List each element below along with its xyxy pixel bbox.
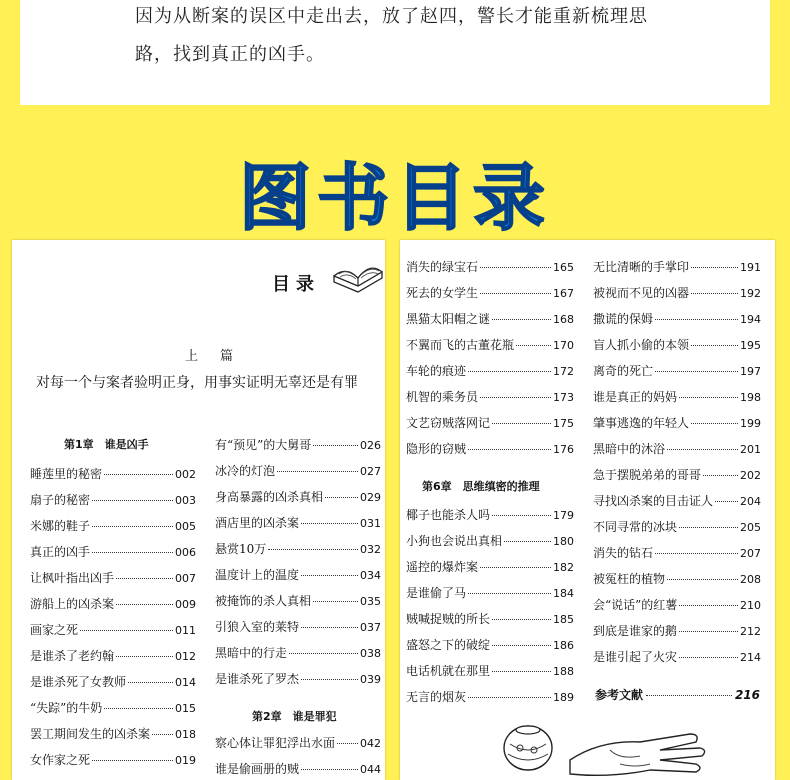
leader-dots (289, 653, 358, 654)
leader-dots (480, 267, 551, 268)
toc-entry-title: 睡莲里的秘密 (30, 467, 103, 481)
toc-entry (215, 514, 381, 532)
leader-dots (492, 671, 551, 672)
toc-entry (593, 336, 761, 354)
toc-entry-title: 被掩饰的杀人真相 (215, 594, 312, 608)
leader-dots (691, 423, 738, 424)
toc-entry-title: 到底是谁家的鹅 (593, 624, 678, 638)
leader-dots (92, 500, 173, 501)
toc-entry-page: 179 (553, 509, 574, 522)
toc-entry-page: 042 (360, 737, 381, 750)
toc-entry-title: 被视而不见的凶器 (593, 286, 690, 300)
toc-entry (406, 284, 574, 302)
toc-entry-title: 机智的乘务员 (406, 390, 479, 404)
leader-dots (468, 371, 551, 372)
toc-entry-page: 018 (175, 728, 196, 741)
toc-entry-title: 急于摆脱弟弟的哥哥 (593, 468, 702, 482)
toc-entry-page: 165 (553, 261, 574, 274)
toc-entry (593, 544, 761, 562)
toc-entry-title: 文艺窃贼落网记 (406, 416, 491, 430)
toc-entry (593, 518, 761, 536)
leader-dots (92, 760, 173, 761)
toc-entry-title: 电话机就在那里 (406, 664, 491, 678)
toc-entry-page: 012 (175, 650, 196, 663)
part-title: 上篇 (185, 349, 256, 364)
leader-dots (679, 397, 738, 398)
toc-entry-page: 210 (740, 599, 761, 612)
toc-entry (406, 414, 574, 432)
intro-card (20, 0, 770, 105)
toc-entry (215, 618, 381, 636)
toc-entry-page: 197 (740, 365, 761, 378)
toc-entry-page: 176 (553, 443, 574, 456)
toc-entry (30, 673, 196, 691)
toc-entry-title: 真正的凶手 (30, 545, 91, 559)
toc-entry-title: 画家之死 (30, 623, 79, 637)
leader-dots (116, 656, 173, 657)
toc-entry-title: 无比清晰的手掌印 (593, 260, 690, 274)
references-entry (595, 686, 760, 703)
toc-entry (406, 506, 574, 524)
toc-entry-page: 009 (175, 598, 196, 611)
toc-entry-page: 027 (360, 465, 381, 478)
toc-entry (406, 336, 574, 354)
toc-entry (593, 648, 761, 666)
toc-entry-page: 034 (360, 569, 381, 582)
leader-dots (703, 475, 738, 476)
toc-entry (593, 596, 761, 614)
leader-dots (468, 593, 551, 594)
toc-entry-title: 盛怒之下的破绽 (406, 638, 491, 652)
toc-entry-title: 消失的钻石 (593, 546, 654, 560)
toc-entry (30, 647, 196, 665)
toc-entry-page: 029 (360, 491, 381, 504)
intro-line-1: 因为从断案的误区中走出去，放了赵四，警长才能重新梳理思 (135, 6, 648, 27)
toc-entry-page: 039 (360, 673, 381, 686)
leader-dots (492, 423, 551, 424)
leader-dots (655, 371, 738, 372)
toc-entry (593, 258, 761, 276)
toc-entry-title: 是谁偷了马 (406, 586, 467, 600)
leader-dots (667, 579, 738, 580)
toc-entry-title: 黑猫太阳帽之谜 (406, 312, 491, 326)
leader-dots (492, 645, 551, 646)
toc-entry-title: 小狗也会说出真相 (406, 534, 503, 548)
leader-dots (480, 293, 551, 294)
toc-entry-title: 肇事逃逸的年轻人 (593, 416, 690, 430)
leader-dots (301, 575, 358, 576)
toc-entry-page: 038 (360, 647, 381, 660)
toc-entry-title: 谁是偷画册的贼 (215, 762, 300, 776)
banner-title: 图书目录 (238, 156, 551, 240)
toc-entry-page: 019 (175, 754, 196, 767)
toc-entry-page: 003 (175, 494, 196, 507)
toc-entry-page: 011 (175, 624, 196, 637)
toc-entry-page: 032 (360, 543, 381, 556)
toc-entry-page: 014 (175, 676, 196, 689)
toc-entry-title: 察心体让罪犯浮出水面 (215, 736, 336, 750)
open-book-icon (330, 256, 385, 300)
leader-dots (655, 553, 738, 554)
leader-dots (679, 657, 738, 658)
toc-entry-title: 黑暗中的沐浴 (593, 442, 666, 456)
part-subtitle: 对每一个与案者验明正身，用事实证明无辜还是有罪 (36, 375, 358, 391)
toc-entry-page: 205 (740, 521, 761, 534)
leader-dots (301, 523, 358, 524)
toc-entry (406, 362, 574, 380)
leader-dots (104, 474, 173, 475)
toc-entry-page: 184 (553, 587, 574, 600)
toc-entry-title: 贼喊捉贼的所长 (406, 612, 491, 626)
leader-dots (691, 345, 738, 346)
toc-entry-title: 罢工期间发生的凶杀案 (30, 727, 151, 741)
toc-entry (215, 540, 381, 558)
toc-entry-page: 186 (553, 639, 574, 652)
toc-entry (406, 558, 574, 576)
toc-entry-page: 195 (740, 339, 761, 352)
toc-entry-page: 002 (175, 468, 196, 481)
leader-dots (492, 515, 551, 516)
toc-entry-title: 身高暴露的凶杀真相 (215, 490, 324, 504)
toc-entry (215, 760, 381, 778)
leader-dots (80, 630, 173, 631)
toc-entry-title: 引狼入室的莱特 (215, 620, 300, 634)
toc-entry-title: 撒谎的保姆 (593, 312, 654, 326)
toc-entry-page: 191 (740, 261, 761, 274)
leader-dots (301, 679, 358, 680)
toc-entry-title: 不翼而飞的古董花瓶 (406, 338, 515, 352)
leader-dots (277, 471, 358, 472)
toc-entry-title: 死去的女学生 (406, 286, 479, 300)
leader-dots (679, 527, 738, 528)
leader-dots (691, 293, 738, 294)
toc-entry-title: 椰子也能杀人吗 (406, 508, 491, 522)
leader-dots (679, 605, 738, 606)
toc-entry-title: 米娜的鞋子 (30, 519, 91, 533)
leader-dots (104, 708, 173, 709)
toc-entry-page: 212 (740, 625, 761, 638)
toc-entry (406, 662, 574, 680)
toc-entry-page: 035 (360, 595, 381, 608)
leader-dots (92, 552, 173, 553)
leader-dots (152, 734, 173, 735)
toc-entry-title: 是谁杀死了女教师 (30, 675, 127, 689)
toc-entry-page: 007 (175, 572, 196, 585)
leader-dots (468, 697, 551, 698)
toc-entry-page: 214 (740, 651, 761, 664)
toc-entry (406, 532, 574, 550)
toc-entry (30, 595, 196, 613)
toc-entry-page: 204 (740, 495, 761, 508)
toc-entry-title: 酒店里的凶杀案 (215, 516, 300, 530)
toc-heading: 目录 (272, 274, 320, 295)
toc-entry-page: 188 (553, 665, 574, 678)
leader-dots (691, 267, 738, 268)
toc-entry (406, 440, 574, 458)
toc-entry-page: 044 (360, 763, 381, 776)
toc-entry (406, 584, 574, 602)
toc-entry-title: 温度计上的温度 (215, 568, 300, 582)
toc-entry-page: 182 (553, 561, 574, 574)
leader-dots (301, 769, 358, 770)
toc-entry-page: 006 (175, 546, 196, 559)
toc-entry (215, 488, 381, 506)
toc-entry-title: 被冤枉的植物 (593, 572, 666, 586)
toc-entry-title: 是谁杀死了罗杰 (215, 672, 300, 686)
toc-entry (593, 284, 761, 302)
toc-entry (30, 465, 196, 483)
toc-entry-page: 168 (553, 313, 574, 326)
toc-entry-page: 185 (553, 613, 574, 626)
toc-entry-page: 005 (175, 520, 196, 533)
leader-dots (313, 601, 358, 602)
leader-dots (480, 567, 551, 568)
toc-entry-page: 031 (360, 517, 381, 530)
toc-entry (593, 388, 761, 406)
toc-entry-page: 173 (553, 391, 574, 404)
toc-entry (30, 491, 196, 509)
toc-entry-title: 让枫叶指出凶手 (30, 571, 115, 585)
toc-entry (406, 688, 574, 706)
toc-entry-title: 悬赏10万 (215, 542, 267, 556)
toc-entry-page: 170 (553, 339, 574, 352)
toc-entry (406, 258, 574, 276)
leader-dots (646, 695, 732, 696)
toc-entry-page: 199 (740, 417, 761, 430)
toc-entry-title: 游船上的凶杀案 (30, 597, 115, 611)
toc-entry (593, 440, 761, 458)
toc-entry (593, 492, 761, 510)
toc-entry-page: 207 (740, 547, 761, 560)
toc-entry (593, 362, 761, 380)
toc-entry-page: 015 (175, 702, 196, 715)
intro-line-2: 路，找到真正的凶手。 (135, 44, 325, 65)
toc-entry-title: “失踪”的牛奶 (30, 701, 103, 715)
toc-entry-title: 黑暗中的行走 (215, 646, 288, 660)
toc-entry-page: 189 (553, 691, 574, 704)
toc-entry-title: 冰冷的灯泡 (215, 464, 276, 478)
toc-entry (215, 436, 381, 454)
toc-entry-page: 208 (740, 573, 761, 586)
toc-entry (593, 414, 761, 432)
toc-entry-title: 离奇的死亡 (593, 364, 654, 378)
toc-entry-title: 遥控的爆炸案 (406, 560, 479, 574)
toc-entry-page: 172 (553, 365, 574, 378)
toc-entry-title: 盲人抓小偷的本领 (593, 338, 690, 352)
toc-entry (593, 466, 761, 484)
references-title: 参考文献 (595, 688, 644, 702)
toc-entry-title: 不同寻常的冰块 (593, 520, 678, 534)
toc-page-left (12, 240, 385, 780)
leader-dots (116, 604, 173, 605)
toc-entry-title: 是谁杀了老约翰 (30, 649, 115, 663)
toc-entry-title: 是谁引起了火灾 (593, 650, 678, 664)
toc-entry-page: 175 (553, 417, 574, 430)
toc-entry-page: 202 (740, 469, 761, 482)
toc-entry (215, 462, 381, 480)
toc-entry (30, 517, 196, 535)
toc-entry (593, 570, 761, 588)
leader-dots (116, 578, 173, 579)
leader-dots (667, 449, 738, 450)
leader-dots (268, 549, 358, 550)
leader-dots (480, 397, 551, 398)
toc-entry-title: 女作家之死 (30, 753, 91, 767)
toc-entry (215, 670, 381, 688)
toc-entry (30, 543, 196, 561)
toc-entry-title: 会“说话”的红薯 (593, 598, 678, 612)
leader-dots (128, 682, 173, 683)
leader-dots (715, 501, 738, 502)
toc-entry (593, 622, 761, 640)
toc-entry-title: 扇子的秘密 (30, 493, 91, 507)
toc-page-right (400, 240, 775, 780)
toc-entry (593, 310, 761, 328)
chapter-heading: 第6章 思维缜密的推理 (422, 480, 540, 493)
leader-dots (492, 619, 551, 620)
leader-dots (468, 449, 551, 450)
toc-entry (30, 699, 196, 717)
toc-entry (406, 388, 574, 406)
toc-entry-page: 192 (740, 287, 761, 300)
leader-dots (492, 319, 551, 320)
toc-entry (215, 566, 381, 584)
toc-entry-page: 167 (553, 287, 574, 300)
chapter-heading: 第2章 谁是罪犯 (252, 710, 337, 723)
toc-entry (30, 725, 196, 743)
leader-dots (516, 345, 551, 346)
toc-entry (30, 621, 196, 639)
toc-entry-page: 194 (740, 313, 761, 326)
toc-entry (215, 734, 381, 752)
jar-and-hand-illustration (500, 720, 740, 780)
references-page: 216 (734, 688, 760, 702)
toc-entry-title: 谁是真正的妈妈 (593, 390, 678, 404)
toc-entry (406, 310, 574, 328)
toc-entry (406, 636, 574, 654)
toc-entry (215, 644, 381, 662)
toc-entry (215, 592, 381, 610)
toc-entry-page: 026 (360, 439, 381, 452)
toc-entry-page: 201 (740, 443, 761, 456)
toc-entry-page: 180 (553, 535, 574, 548)
leader-dots (92, 526, 173, 527)
chapter-heading: 第1章 谁是凶手 (64, 438, 149, 451)
toc-entry-title: 隐形的窃贼 (406, 442, 467, 456)
toc-entry (406, 610, 574, 628)
leader-dots (655, 319, 738, 320)
toc-entry-title: 有“预见”的大舅哥 (215, 438, 312, 452)
toc-entry (30, 569, 196, 587)
toc-entry-page: 198 (740, 391, 761, 404)
toc-entry (30, 751, 196, 769)
leader-dots (301, 627, 358, 628)
leader-dots (313, 445, 358, 446)
toc-entry-title: 寻找凶杀案的目击证人 (593, 494, 714, 508)
toc-entry-title: 车轮的痕迹 (406, 364, 467, 378)
leader-dots (337, 743, 358, 744)
leader-dots (679, 631, 738, 632)
toc-entry-title: 无言的烟灰 (406, 690, 467, 704)
toc-entry-title: 消失的绿宝石 (406, 260, 479, 274)
toc-entry-page: 037 (360, 621, 381, 634)
leader-dots (504, 541, 551, 542)
leader-dots (325, 497, 358, 498)
